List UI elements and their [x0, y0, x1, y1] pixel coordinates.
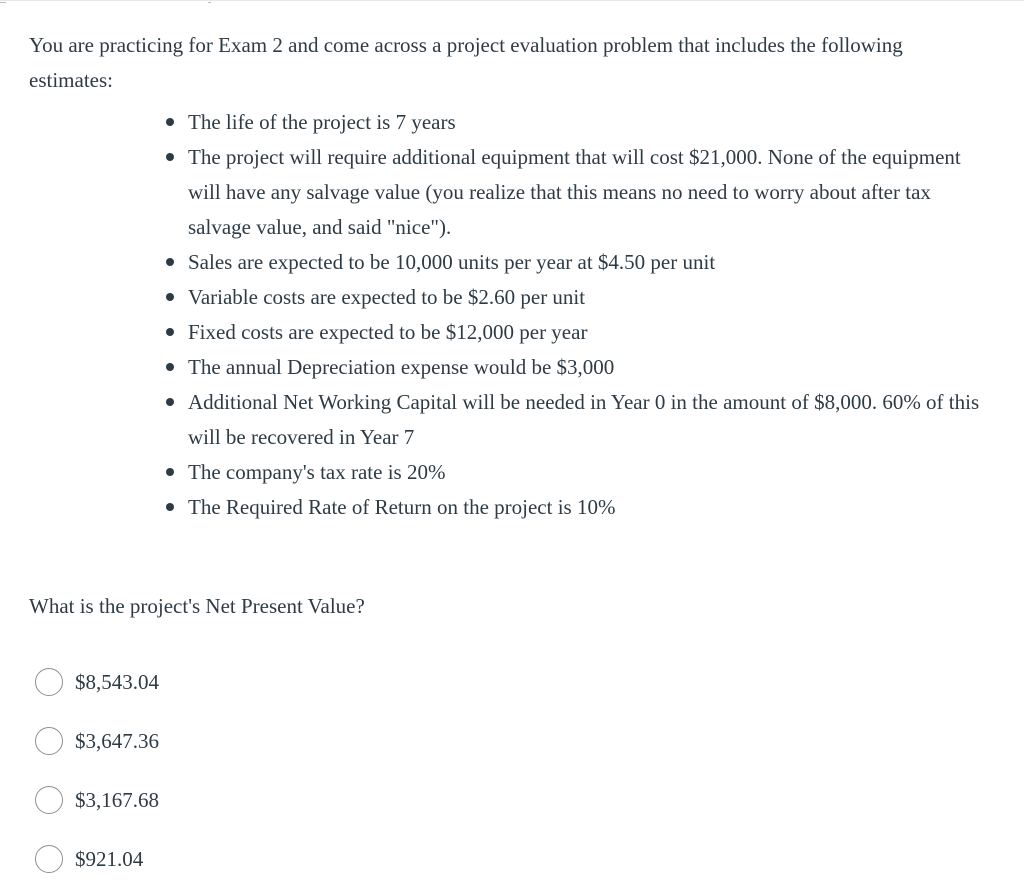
estimate-text: Sales are expected to be 10,000 units per year at $4.50 per unit — [188, 250, 716, 274]
answer-option-3[interactable] — [35, 783, 335, 817]
estimate-text: Fixed costs are expected to be $12,000 per year — [188, 320, 588, 344]
bullet-icon — [166, 258, 174, 266]
bullet-icon — [166, 153, 174, 161]
answer-option-2[interactable] — [35, 724, 335, 758]
estimates-list — [160, 105, 980, 525]
answer-label: $8,543.04 — [75, 670, 159, 694]
estimate-item — [160, 280, 980, 315]
estimate-item — [160, 455, 980, 490]
estimate-text: The life of the project is 7 years — [188, 110, 456, 134]
bullet-icon — [166, 468, 174, 476]
estimate-text: The Required Rate of Return on the project is 10% — [188, 495, 616, 519]
question-intro: You are practicing for Exam 2 and come across a project evaluation problem that includes the following estimates: — [29, 33, 903, 92]
radio-button[interactable] — [35, 845, 63, 873]
bullet-icon — [166, 118, 174, 126]
estimate-item — [160, 490, 980, 525]
answer-label: $921.04 — [75, 847, 144, 871]
answer-option-1[interactable] — [35, 665, 335, 699]
estimate-text: The annual Depreciation expense would be $3,000 — [188, 355, 615, 379]
estimate-item — [160, 315, 980, 350]
bullet-icon — [166, 293, 174, 301]
answer-option-4[interactable] — [35, 842, 335, 876]
bullet-icon — [166, 398, 174, 406]
estimate-text: The project will require additional equipment that will cost $21,000. None of the equipment will have any salvage value (you realize that this means no need to worry about after tax salvage value, and said "nice"). — [188, 145, 961, 239]
answer-label: $3,167.68 — [75, 788, 159, 812]
answer-label: $3,647.36 — [75, 729, 159, 753]
estimate-item — [160, 140, 980, 245]
radio-button[interactable] — [35, 668, 63, 696]
top-edge-marks — [0, 0, 1024, 8]
estimate-item — [160, 385, 980, 455]
radio-button[interactable] — [35, 786, 63, 814]
bullet-icon — [166, 363, 174, 371]
question-prompt: What is the project's Net Present Value? — [29, 594, 365, 618]
estimate-item — [160, 245, 980, 280]
bullet-icon — [166, 503, 174, 511]
estimate-text: Additional Net Working Capital will be needed in Year 0 in the amount of $8,000. 60% of this will be recovered in Year 7 — [188, 390, 980, 449]
estimate-item — [160, 350, 980, 385]
question-block — [29, 28, 989, 98]
radio-button[interactable] — [35, 727, 63, 755]
estimate-text: Variable costs are expected to be $2.60 per unit — [188, 285, 586, 309]
estimate-item — [160, 105, 980, 140]
bullet-icon — [166, 328, 174, 336]
estimate-text: The company's tax rate is 20% — [188, 460, 446, 484]
